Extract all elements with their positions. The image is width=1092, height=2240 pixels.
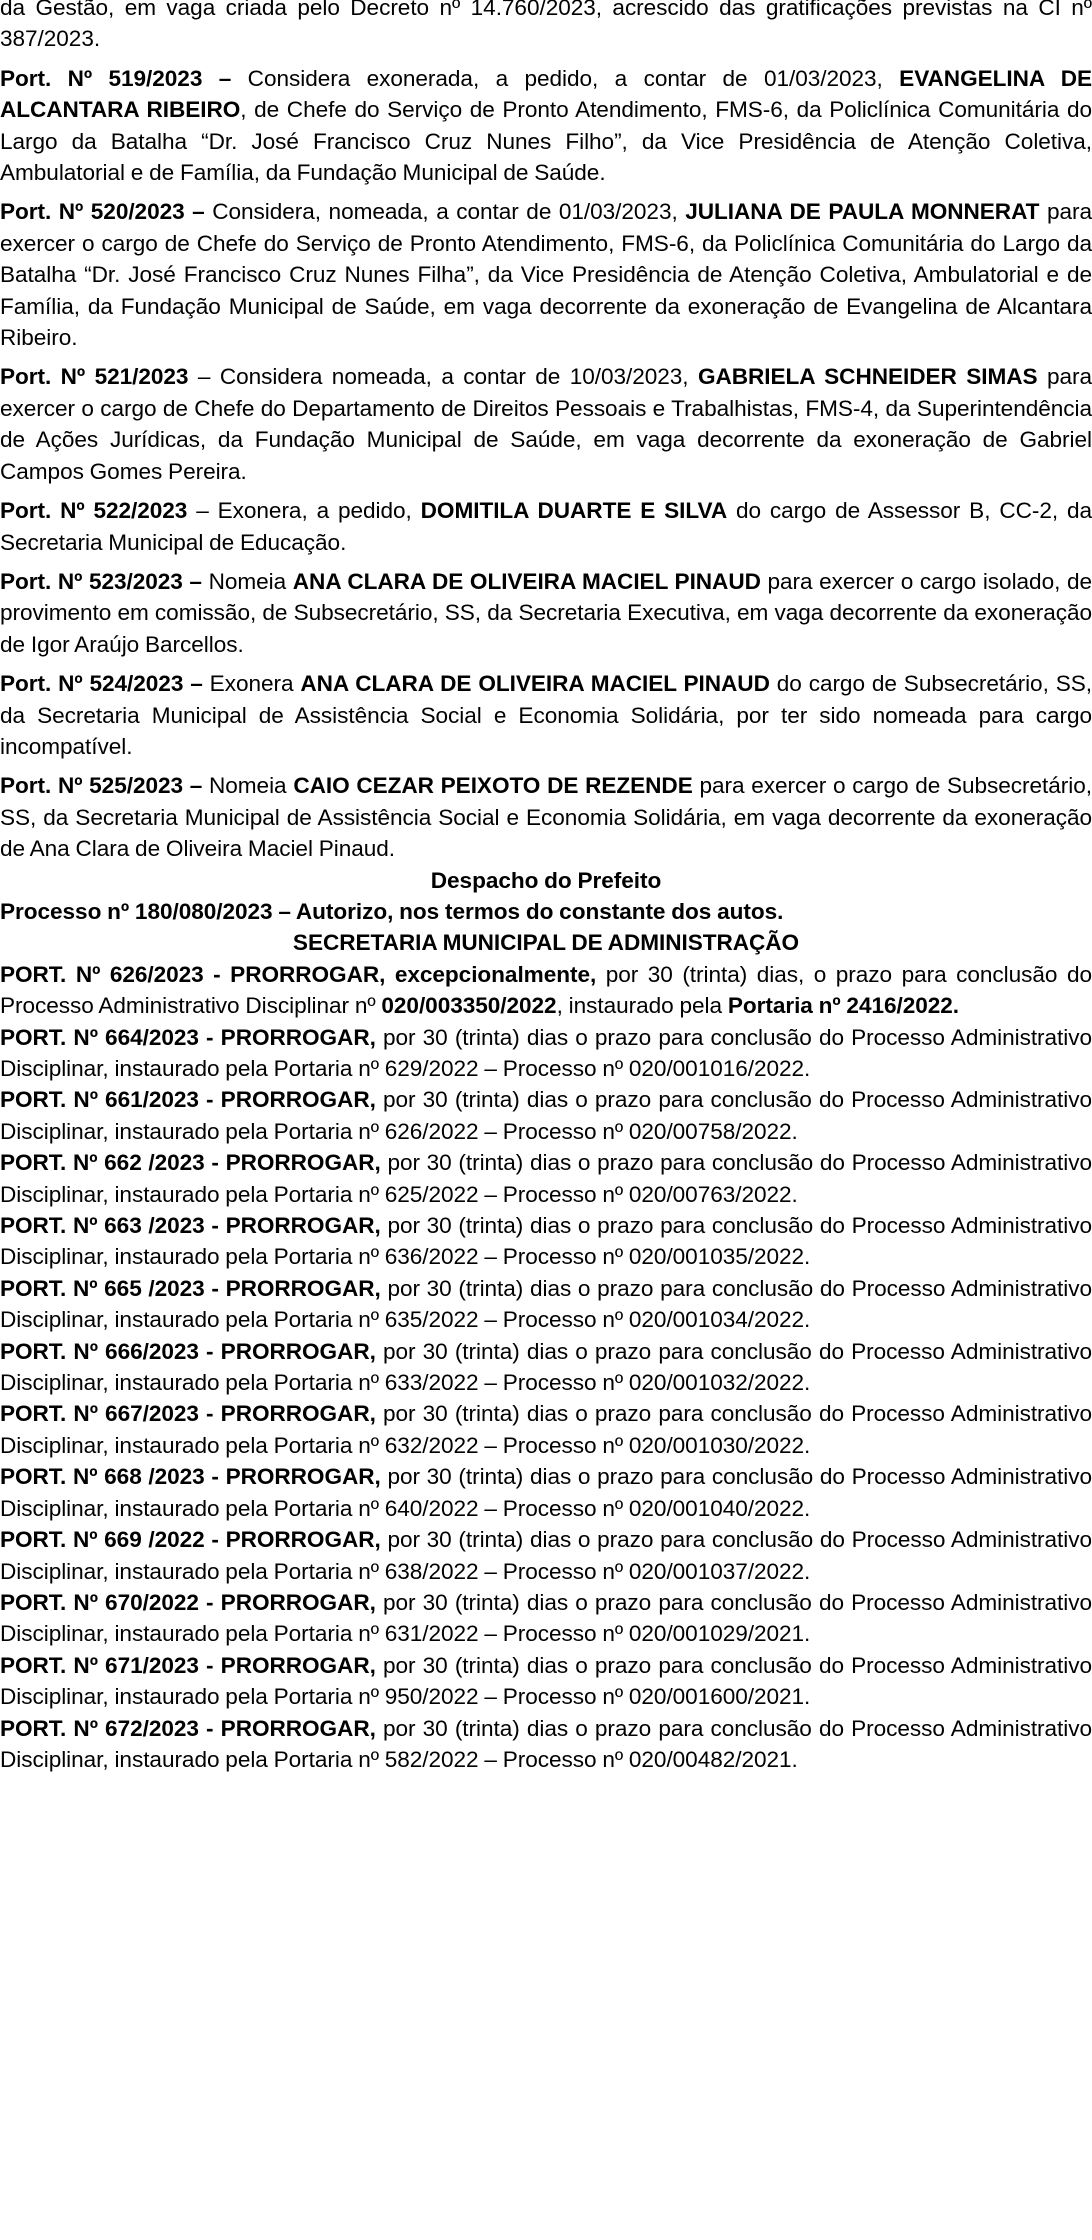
text-run: por 30 (trinta) dias o prazo para conclusão do Processo Administrativo Disciplinar, instaurado pela Portaria nº 625/2022 – Processo nº 020/00763/2022.: [0, 1150, 1092, 1207]
text-run: – Considera nomeada, a contar de 10/03/2023,: [188, 364, 698, 390]
bold-run: PORT. Nº 661/2023 - PRORROGAR,: [0, 1087, 376, 1113]
bold-run: Port. Nº 521/2023: [0, 364, 189, 390]
bold-run: EVANGELINA DE ALCANTARA RIBEIRO: [0, 65, 1092, 123]
text-run: por 30 (trinta) dias o prazo para conclusão do Processo Administrativo Disciplinar, instaurado pela Portaria nº 582/2022 – Processo nº 020/00482/2021.: [0, 1715, 1092, 1772]
paragraph: [0, 361, 1092, 487]
paragraph: [0, 1147, 1092, 1210]
bold-run: SECRETARIA MUNICIPAL DE ADMINISTRAÇÃO: [292, 930, 800, 956]
bold-run: GABRIELA SCHNEIDER SIMAS: [697, 364, 1038, 390]
text-run: do cargo de Assessor B, CC-2, da Secretaria Municipal de Educação.: [0, 498, 1092, 555]
text-run: para exercer o cargo isolado, de provimento em comissão, de Subsecretário, SS, da Secretaria Executiva, em vaga decorrente da exoneração de Igor Araújo Barcellos.: [0, 568, 1092, 657]
paragraph: [0, 1587, 1092, 1650]
bold-run: PORT. Nº 670/2022 - PRORROGAR,: [0, 1589, 376, 1615]
text-run: Considera exonerada, a pedido, a contar de 01/03/2023,: [231, 65, 900, 91]
paragraph: [0, 63, 1092, 189]
bold-run: CAIO CEZAR PEIXOTO DE REZENDE: [293, 773, 693, 799]
paragraph: [0, 1461, 1092, 1524]
bold-run: Port. Nº 519/2023 –: [0, 65, 232, 91]
bold-run: PORT. Nº 665 /2023 - PRORROGAR,: [0, 1275, 381, 1301]
paragraph: [0, 1713, 1092, 1776]
text-run: por 30 (trinta) dias o prazo para conclusão do Processo Administrativo Disciplinar, instaurado pela Portaria nº 950/2022 – Processo nº 020/001600/2021.: [0, 1652, 1092, 1710]
paragraph: [0, 1084, 1092, 1147]
text-run: por 30 (trinta) dias o prazo para conclusão do Processo Administrativo Disciplinar, instaurado pela Portaria nº 626/2022 – Processo nº 020/00758/2022.: [0, 1087, 1092, 1144]
bold-run: PORT. Nº 668 /2023 - PRORROGAR,: [0, 1464, 381, 1490]
text-run: Exonera: [202, 671, 301, 697]
text-run: , de Chefe do Serviço de Pronto Atendimento, FMS-6, da Policlínica Comunitária do Largo da Batalha “Dr. José Francisco Cruz Nunes Filho”, da Vice Presidência de Atenção Coletiva, Ambulatorial e de Família, da Fundação Municipal de Saúde.: [0, 97, 1092, 186]
bold-run: PORT. Nº 663 /2023 - PRORROGAR,: [0, 1213, 381, 1239]
text-run: por 30 (trinta) dias o prazo para conclusão do Processo Administrativo Disciplinar, instaurado pela Portaria nº 629/2022 – Processo nº 020/001016/2022.: [0, 1024, 1092, 1081]
bold-run: PORT. Nº 664/2023 - PRORROGAR,: [0, 1024, 376, 1050]
bold-run: JULIANA DE PAULA MONNERAT: [685, 199, 1040, 225]
paragraph: [0, 770, 1092, 864]
bold-run: PORT. Nº 666/2023 - PRORROGAR,: [0, 1338, 376, 1364]
text-run: por 30 (trinta) dias o prazo para conclusão do Processo Administrativo Disciplinar, instaurado pela Portaria nº 638/2022 – Processo nº 020/001037/2022.: [0, 1527, 1092, 1584]
paragraph: [0, 1210, 1092, 1273]
bold-run: ANA CLARA DE OLIVEIRA MACIEL PINAUD: [292, 568, 761, 594]
text-run: para exercer o cargo de Chefe do Serviço de Pronto Atendimento, FMS-6, da Policlínica Comunitária do Largo da Batalha “Dr. José Francisco Cruz Nunes Filha”, da Vice Presidência de Atenção Coletiva, Ambulatorial e de Família, da Fundação Municipal de Saúde, em vaga decorrente da exoneração de Evangelina de Alcantara Ribeiro.: [0, 199, 1092, 351]
text-run: por 30 (trinta) dias, o prazo para conclusão do Processo Administrativo Disciplinar nº: [0, 961, 1092, 1019]
text-run: Nomeia: [202, 773, 294, 799]
text-run: para exercer o cargo de Subsecretário, SS, da Secretaria Municipal de Assistência Social e Economia Solidária, em vaga decorrente da exoneração de Ana Clara de Oliveira Maciel Pinaud.: [0, 773, 1092, 862]
paragraph: [0, 1336, 1092, 1399]
bold-run: Portaria nº 2416/2022.: [727, 993, 960, 1019]
paragraph: [0, 1022, 1092, 1085]
bold-run: Port. Nº 520/2023 –: [0, 199, 205, 225]
text-run: – Exonera, a pedido,: [187, 498, 421, 524]
section-heading: [0, 927, 1092, 958]
bold-run: Processo nº 180/080/2023 – Autorizo, nos termos do constante dos autos.: [0, 898, 784, 924]
bold-run: Despacho do Prefeito: [430, 867, 662, 893]
text-run: por 30 (trinta) dias o prazo para conclusão do Processo Administrativo Disciplinar, instaurado pela Portaria nº 635/2022 – Processo nº 020/001034/2022.: [0, 1275, 1092, 1333]
paragraph: [0, 495, 1092, 558]
paragraph: [0, 1273, 1092, 1336]
text-run: por 30 (trinta) dias o prazo para conclusão do Processo Administrativo Disciplinar, instaurado pela Portaria nº 631/2022 – Processo nº 020/001029/2021.: [0, 1589, 1092, 1647]
section-heading: [0, 865, 1092, 896]
text-run: por 30 (trinta) dias o prazo para conclusão do Processo Administrativo Disciplinar, instaurado pela Portaria nº 633/2022 – Processo nº 020/001032/2022.: [0, 1338, 1092, 1396]
text-run: por 30 (trinta) dias o prazo para conclusão do Processo Administrativo Disciplinar, instaurado pela Portaria nº 636/2022 – Processo nº 020/001035/2022.: [0, 1213, 1092, 1270]
bold-run: PORT. Nº 667/2023 - PRORROGAR,: [0, 1401, 376, 1427]
paragraph: [0, 896, 1092, 927]
paragraph: [0, 0, 1092, 55]
text-run: Nomeia: [201, 568, 293, 594]
bold-run: DOMITILA DUARTE E SILVA: [420, 498, 728, 524]
paragraph: [0, 1524, 1092, 1587]
bold-run: Port. Nº 525/2023 –: [0, 773, 203, 799]
bold-run: PORT. Nº 626/2023 - PRORROGAR, excepcionalmente,: [0, 961, 597, 987]
bold-run: ANA CLARA DE OLIVEIRA MACIEL PINAUD: [300, 671, 770, 697]
bold-run: PORT. Nº 672/2023 - PRORROGAR,: [0, 1715, 376, 1741]
text-run: do cargo de Subsecretário, SS, da Secretaria Municipal de Assistência Social e Economia Solidária, por ter sido nomeada para cargo incompatível.: [0, 671, 1092, 759]
paragraph: [0, 959, 1092, 1022]
text-run: Considera, nomeada, a contar de 01/03/2023,: [204, 199, 686, 225]
text-run: por 30 (trinta) dias o prazo para conclusão do Processo Administrativo Disciplinar, instaurado pela Portaria nº 640/2022 – Processo nº 020/001040/2022.: [0, 1464, 1092, 1521]
text-run: , instaurado pela: [556, 993, 728, 1019]
bold-run: PORT. Nº 662 /2023 - PRORROGAR,: [0, 1150, 381, 1176]
text-run: por 30 (trinta) dias o prazo para conclusão do Processo Administrativo Disciplinar, instaurado pela Portaria nº 632/2022 – Processo nº 020/001030/2022.: [0, 1401, 1092, 1458]
text-run: da Gestão, em vaga criada pelo Decreto nº 14.760/2023, acrescido das gratificações previstas na CI nº 387/2023.: [0, 0, 1092, 52]
bold-run: 020/003350/2022: [381, 993, 557, 1019]
bold-run: Port. Nº 522/2023: [0, 498, 188, 524]
paragraph: [0, 196, 1092, 353]
paragraph: [0, 1650, 1092, 1713]
bold-run: PORT. Nº 669 /2022 - PRORROGAR,: [0, 1527, 381, 1553]
paragraph: [0, 668, 1092, 762]
bold-run: Port. Nº 523/2023 –: [0, 568, 202, 594]
text-run: para exercer o cargo de Chefe do Departamento de Direitos Pessoais e Trabalhistas, FMS-4, da Superintendência de Ações Jurídicas, da Fundação Municipal de Saúde, em vaga decorrente da exoneração de Gabriel Campos Gomes Pereira.: [0, 364, 1092, 484]
paragraph: [0, 1398, 1092, 1461]
bold-run: Port. Nº 524/2023 –: [0, 671, 203, 697]
bold-run: PORT. Nº 671/2023 - PRORROGAR,: [0, 1652, 376, 1678]
paragraph: [0, 566, 1092, 660]
